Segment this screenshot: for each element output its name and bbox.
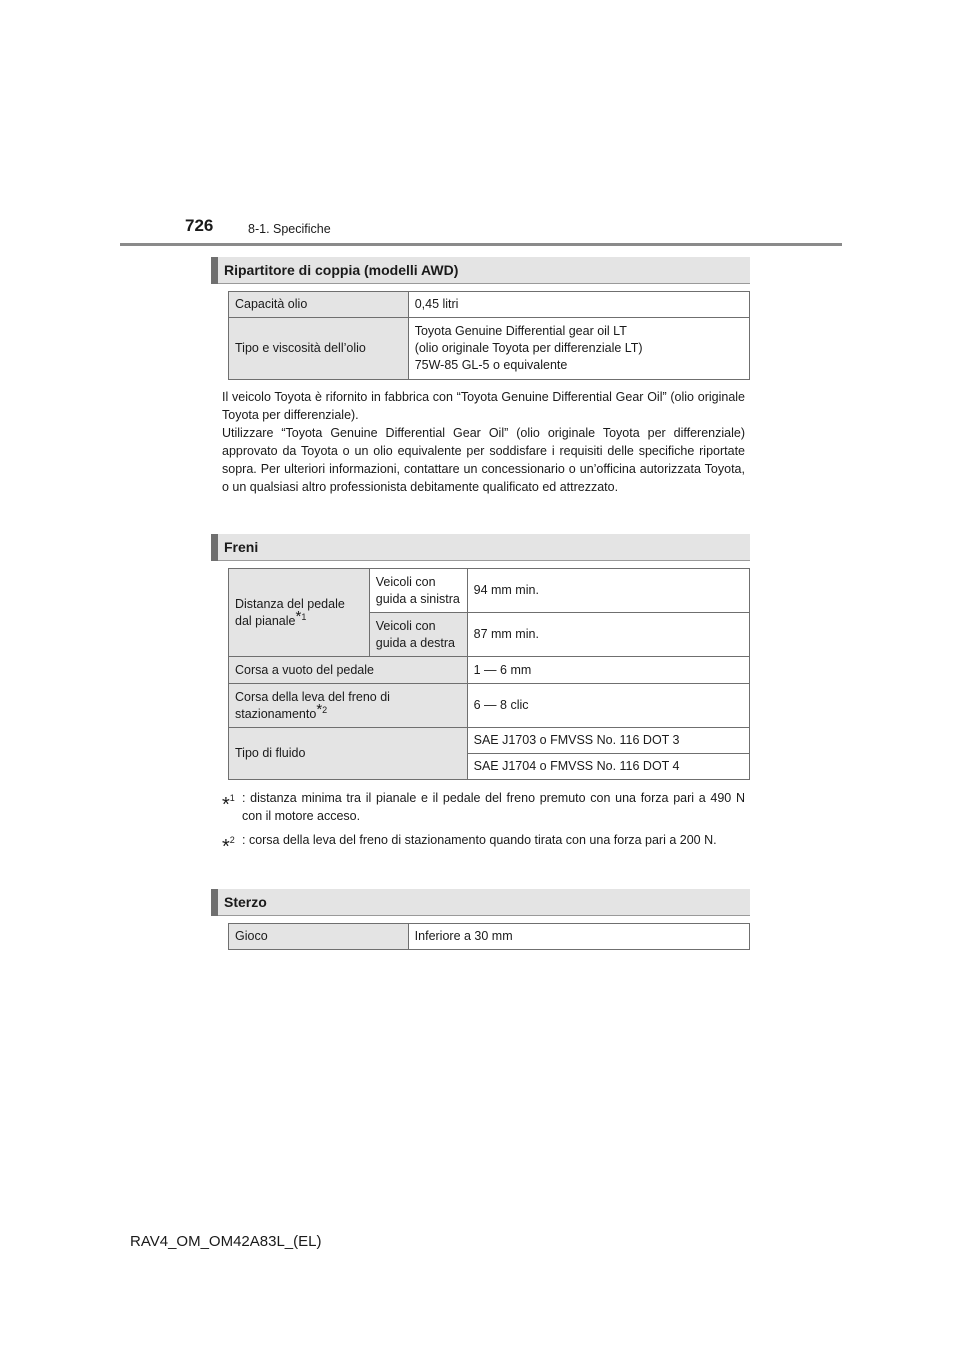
table-row (229, 728, 750, 754)
footnote-text: : corsa della leva del freno di stazionamento quando tirata con una forza pari a 200 N. (242, 833, 717, 847)
footnote-1 (222, 789, 745, 825)
header-divider (120, 243, 842, 246)
table-row (229, 292, 750, 318)
section-heading-brakes: Freni (224, 539, 259, 555)
table-cell-label: Gioco (229, 924, 409, 950)
paragraph: Utilizzare “Toyota Genuine Differential Gear Oil” (olio originale Toyota per differenziale) approvato da Toyota o un olio equivalente per soddisfare i requisiti delle specifiche riportate sopra. Per ulteriori informazioni, contattare un concessionario o un’officina autorizzata Toyota, o un qualsiasi altro professionista debitamente qualificato ed attrezzato. (222, 426, 745, 494)
footnote-mark: *$^1$ (222, 793, 235, 816)
table-cell-value: 87 mm min. (467, 613, 749, 657)
table-cell-value: 1 — 6 mm (467, 657, 749, 684)
section-marker (211, 257, 218, 284)
footnote-star: * (295, 607, 302, 625)
footnote-2 (222, 831, 745, 858)
section-band-brakes (211, 534, 750, 561)
pedal-distance-label: Distanza del pedale dal pianale (235, 596, 345, 628)
section-band-awd (211, 257, 750, 284)
value-line: (olio originale Toyota per differenziale LT) (414, 341, 643, 355)
table-cell-label: Tipo di fluido (229, 728, 468, 780)
table-cell-sub-label: Veicoli con guida a destra (369, 613, 467, 657)
section-title: 8-1. Specifiche (248, 222, 331, 236)
table-cell-label (229, 684, 468, 728)
table-cell-label (229, 569, 370, 657)
footnote-ref: 2 (322, 704, 328, 715)
table-cell-label: Capacità olio (229, 292, 409, 318)
table-cell-value: SAE J1703 o FMVSS No. 116 DOT 3 (467, 728, 749, 754)
table-row (229, 657, 750, 684)
value-line: 75W-85 GL-5 o equivalente (414, 358, 568, 372)
table-cell-value: SAE J1704 o FMVSS No. 116 DOT 4 (467, 754, 749, 780)
steering-spec-table (228, 923, 750, 950)
table-cell-value (408, 318, 749, 380)
section-heading-steering: Sterzo (224, 894, 267, 910)
table-row (229, 569, 750, 613)
footnote-mark: *$^2$ (222, 835, 235, 858)
table-cell-value: Inferiore a 30 mm (408, 924, 749, 950)
document-code: RAV4_OM_OM42A83L_(EL) (130, 1233, 322, 1250)
section-heading-awd: Ripartitore di coppia (modelli AWD) (224, 262, 459, 278)
section-band-steering (211, 889, 750, 916)
footnote-ref: 1 (301, 611, 307, 622)
table-cell-label: Tipo e viscosità dell’olio (229, 318, 409, 380)
table-cell-value: 94 mm min. (467, 569, 749, 613)
table-row (229, 318, 750, 380)
awd-body-text (222, 388, 745, 496)
table-cell-label: Corsa a vuoto del pedale (229, 657, 468, 684)
section-marker (211, 534, 218, 561)
footnote-text: : distanza minima tra il pianale e il pedale del freno premuto con una forza pari a 490 N con il motore acceso. (242, 791, 745, 823)
awd-spec-table (228, 291, 750, 380)
table-row (229, 684, 750, 728)
table-row (229, 924, 750, 950)
value-line: Toyota Genuine Differential gear oil LT (414, 324, 627, 338)
table-cell-sub-label: Veicoli con guida a sinistra (369, 569, 467, 613)
section-marker (211, 889, 218, 916)
footnote-star: * (316, 700, 323, 718)
table-cell-value: 0,45 litri (408, 292, 749, 318)
page-number: 726 (185, 216, 214, 235)
brakes-spec-table (228, 568, 750, 780)
paragraph: Il veicolo Toyota è rifornito in fabbrica con “Toyota Genuine Differential Gear Oil” (olio originale Toyota per differenziale). (222, 390, 745, 422)
parking-lever-label: Corsa della leva del freno di stazionamento (235, 689, 390, 721)
table-cell-value: 6 — 8 clic (467, 684, 749, 728)
